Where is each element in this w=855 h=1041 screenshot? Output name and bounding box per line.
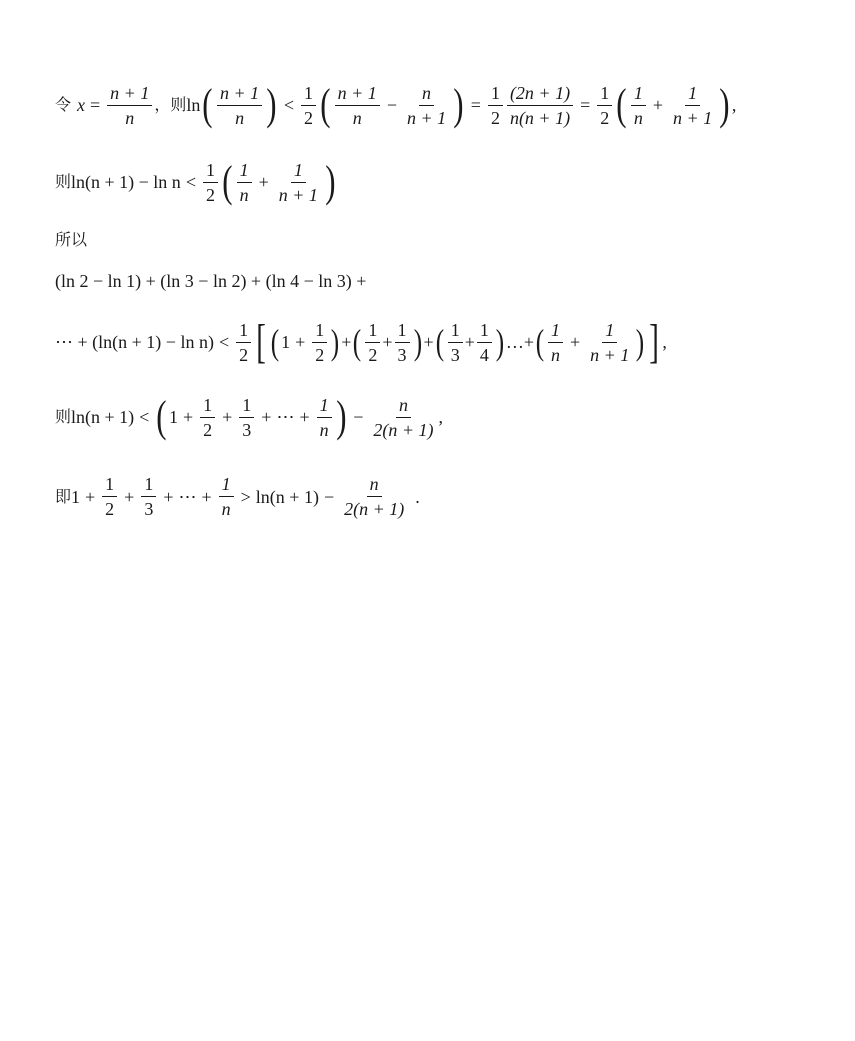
trailing-comma: , [662,332,667,352]
fraction [670,84,715,127]
less-than-sign: < [283,95,294,115]
fraction-numerator: n + 1 [217,84,262,106]
telescoping-sum: (ln 2 − ln 1) + (ln 3 − ln 2) + (ln 4 − ln 3) + [55,271,367,291]
lhs-expression: ⋯ + (ln(n + 1) − ln n) [55,332,214,352]
fraction-denominator: 4 [479,344,489,365]
fraction-denominator: 2 [304,107,313,128]
fraction [587,321,632,364]
fraction-numerator: 1 [301,84,316,106]
fraction [141,475,156,518]
equals-sign: = [470,95,481,115]
left-paren: ( [435,322,444,362]
less-than-sign: < [139,407,150,427]
fraction [631,84,646,127]
minus-sign: − [353,407,364,427]
fraction-denominator: 2 [205,184,215,205]
plus-sign: + [464,332,475,352]
fraction [341,475,407,518]
fraction-denominator: 2 [600,107,610,128]
right-paren: ) [413,322,422,362]
fraction [335,84,380,127]
fraction [365,321,380,364]
fraction-denominator: n + 1 [278,184,318,205]
fraction [237,161,252,204]
fraction [312,321,327,364]
fraction-numerator: 1 [365,321,380,343]
plus-sign: + [222,407,233,427]
fraction-numerator: 1 [448,321,463,343]
fraction [239,396,254,439]
fraction-numerator: 1 [312,321,327,343]
fraction-denominator: 3 [450,344,460,365]
fraction [317,396,332,439]
fraction-numerator: 1 [548,321,563,343]
equation-line-5 [55,315,667,368]
fraction-denominator: n [221,499,231,519]
right-paren: ) [495,322,505,362]
fraction [217,84,262,127]
fraction-numerator: n [396,396,411,418]
fraction-denominator: 3 [397,344,407,365]
fraction-numerator: 1 [237,161,252,183]
term-one: 1 [71,486,81,507]
fraction-numerator: 1 [200,396,215,418]
fraction-numerator: 1 [477,321,492,343]
fraction-numerator: 1 [631,84,646,106]
term-one: 1 [281,332,291,352]
paren-group [200,80,278,129]
fraction-denominator: n(n + 1) [509,107,571,128]
rhs-expression: ln(n + 1) [255,486,319,507]
lhs-expression: ln(n + 1) [71,407,135,427]
fraction [395,321,410,364]
paren-group [614,80,732,129]
plus-sign: + [258,172,269,192]
fraction [448,321,463,364]
char-ze: 则 [55,172,72,191]
fraction-numerator: n [367,475,382,497]
trailing-period: . [415,486,420,507]
right-paren: ) [636,322,645,362]
left-paren: ( [353,322,362,362]
plus-sign: + [182,407,194,427]
paren-group [318,80,466,129]
plus-sign: + [261,407,272,427]
fraction-denominator: 2 [203,419,213,440]
lhs-expression: ln(n + 1) − ln n [71,172,181,192]
fraction-numerator: n + 1 [335,84,380,106]
right-paren: ) [719,80,730,129]
paren-group [269,321,341,364]
fraction [548,321,563,364]
fraction-numerator: 1 [102,475,117,497]
fraction-numerator: 1 [395,321,410,343]
minus-sign: − [386,95,397,115]
fraction [477,321,492,364]
left-paren: ( [535,322,545,362]
right-paren: ) [266,80,277,129]
fraction-denominator: n [352,107,362,128]
less-than-sign: < [218,332,230,352]
fraction-numerator: 1 [488,84,503,106]
fraction-denominator: 2(n + 1) [344,499,405,519]
fraction-numerator: 1 [685,84,700,106]
fraction-denominator: n [125,107,135,128]
fraction [507,84,573,127]
plus-sign: + [570,332,581,352]
plus-sign: + [423,332,434,352]
fraction-denominator: n [235,107,245,128]
equation-line-7 [55,475,420,518]
fraction-denominator: n [239,184,249,205]
paren-group [154,392,348,441]
right-paren: ) [335,392,347,441]
fraction-half [597,84,612,127]
fraction-half [203,161,218,204]
right-paren: ) [325,157,336,206]
ellipsis: ⋯ [276,407,295,427]
plus-sign: + [295,332,306,352]
fraction-numerator: 1 [597,84,612,106]
fraction-numerator: 1 [291,161,306,183]
left-paren: ( [222,157,233,206]
fraction-numerator: 1 [141,475,156,497]
equation-line-4 [55,272,366,290]
fraction-half [301,84,316,127]
fraction-denominator: 3 [144,499,154,519]
left-paren: ( [156,392,167,441]
fraction-denominator: 2 [490,107,500,128]
left-paren: ( [320,80,331,129]
fraction-numerator: n + 1 [107,84,152,106]
equals-sign: = [90,95,101,115]
ln-text: ln [186,95,201,115]
plus-sign: + [163,486,174,507]
fraction-numerator: 1 [236,321,251,343]
trailing-comma: , [731,95,737,115]
fraction [102,475,117,518]
fraction-denominator: n + 1 [406,107,447,128]
fraction-denominator: n + 1 [590,344,630,365]
fraction-x-def [107,84,152,127]
fraction-numerator: (2n + 1) [507,84,573,106]
ellipsis: … [505,332,524,352]
fraction-numerator: n [419,84,434,106]
left-paren: ( [202,80,213,129]
fraction-numerator: 1 [239,396,254,418]
plus-sign: + [341,332,352,352]
fraction-denominator: n + 1 [673,107,713,128]
fraction-denominator: 2 [315,344,325,365]
fraction-denominator: n [633,107,643,128]
fraction [200,396,215,439]
comma: ， [154,95,171,114]
text-suoyi: 所以 [55,230,88,249]
minus-sign: − [323,486,335,507]
trailing-comma: , [438,407,444,427]
fraction-half [488,84,503,127]
equation-line-1 [55,80,737,129]
left-paren: ( [616,80,627,129]
fraction [276,161,321,204]
plus-sign: + [124,486,135,507]
plus-sign: + [382,332,393,352]
plus-sign: + [85,486,96,507]
right-paren: ) [453,80,464,129]
fraction-denominator: 2(n + 1) [373,419,434,440]
paren-group [220,157,338,206]
plus-sign: + [523,332,535,352]
char-ze: 则 [55,407,72,426]
char-ji: 即 [55,486,72,506]
equals-sign: = [580,95,591,115]
equation-line-6 [55,392,444,441]
greater-than-sign: > [240,486,251,507]
var-x: x [77,95,86,115]
fraction [219,475,234,518]
paren-group [534,321,646,364]
plus-sign: + [652,95,664,115]
equation-line-2 [55,157,338,206]
char-ling: 令 [55,95,72,114]
fraction [370,396,436,439]
fraction [404,84,449,127]
char-ze: 则 [170,95,187,114]
left-bracket: [ [256,315,266,368]
fraction-numerator: 1 [317,396,332,418]
fraction-numerator: 1 [219,475,234,497]
right-bracket: ] [649,315,660,368]
ellipsis: ⋯ [178,486,197,507]
term-one: 1 [168,407,178,427]
left-paren: ( [270,322,280,362]
paren-group [434,321,506,364]
fraction-numerator: 1 [602,321,617,343]
plus-sign: + [201,486,212,507]
fraction-denominator: n [319,419,329,440]
fraction-denominator: 3 [242,419,252,440]
fraction-denominator: 2 [239,344,249,365]
fraction-denominator: 2 [368,344,378,365]
less-than-sign: < [185,172,196,192]
fraction-denominator: n [551,344,561,365]
fraction-denominator: 2 [105,499,115,519]
equation-line-3 [55,232,87,248]
plus-sign: + [299,407,310,427]
right-paren: ) [331,322,340,362]
paren-group [351,321,423,364]
fraction-half [236,321,251,364]
fraction-numerator: 1 [203,161,218,183]
